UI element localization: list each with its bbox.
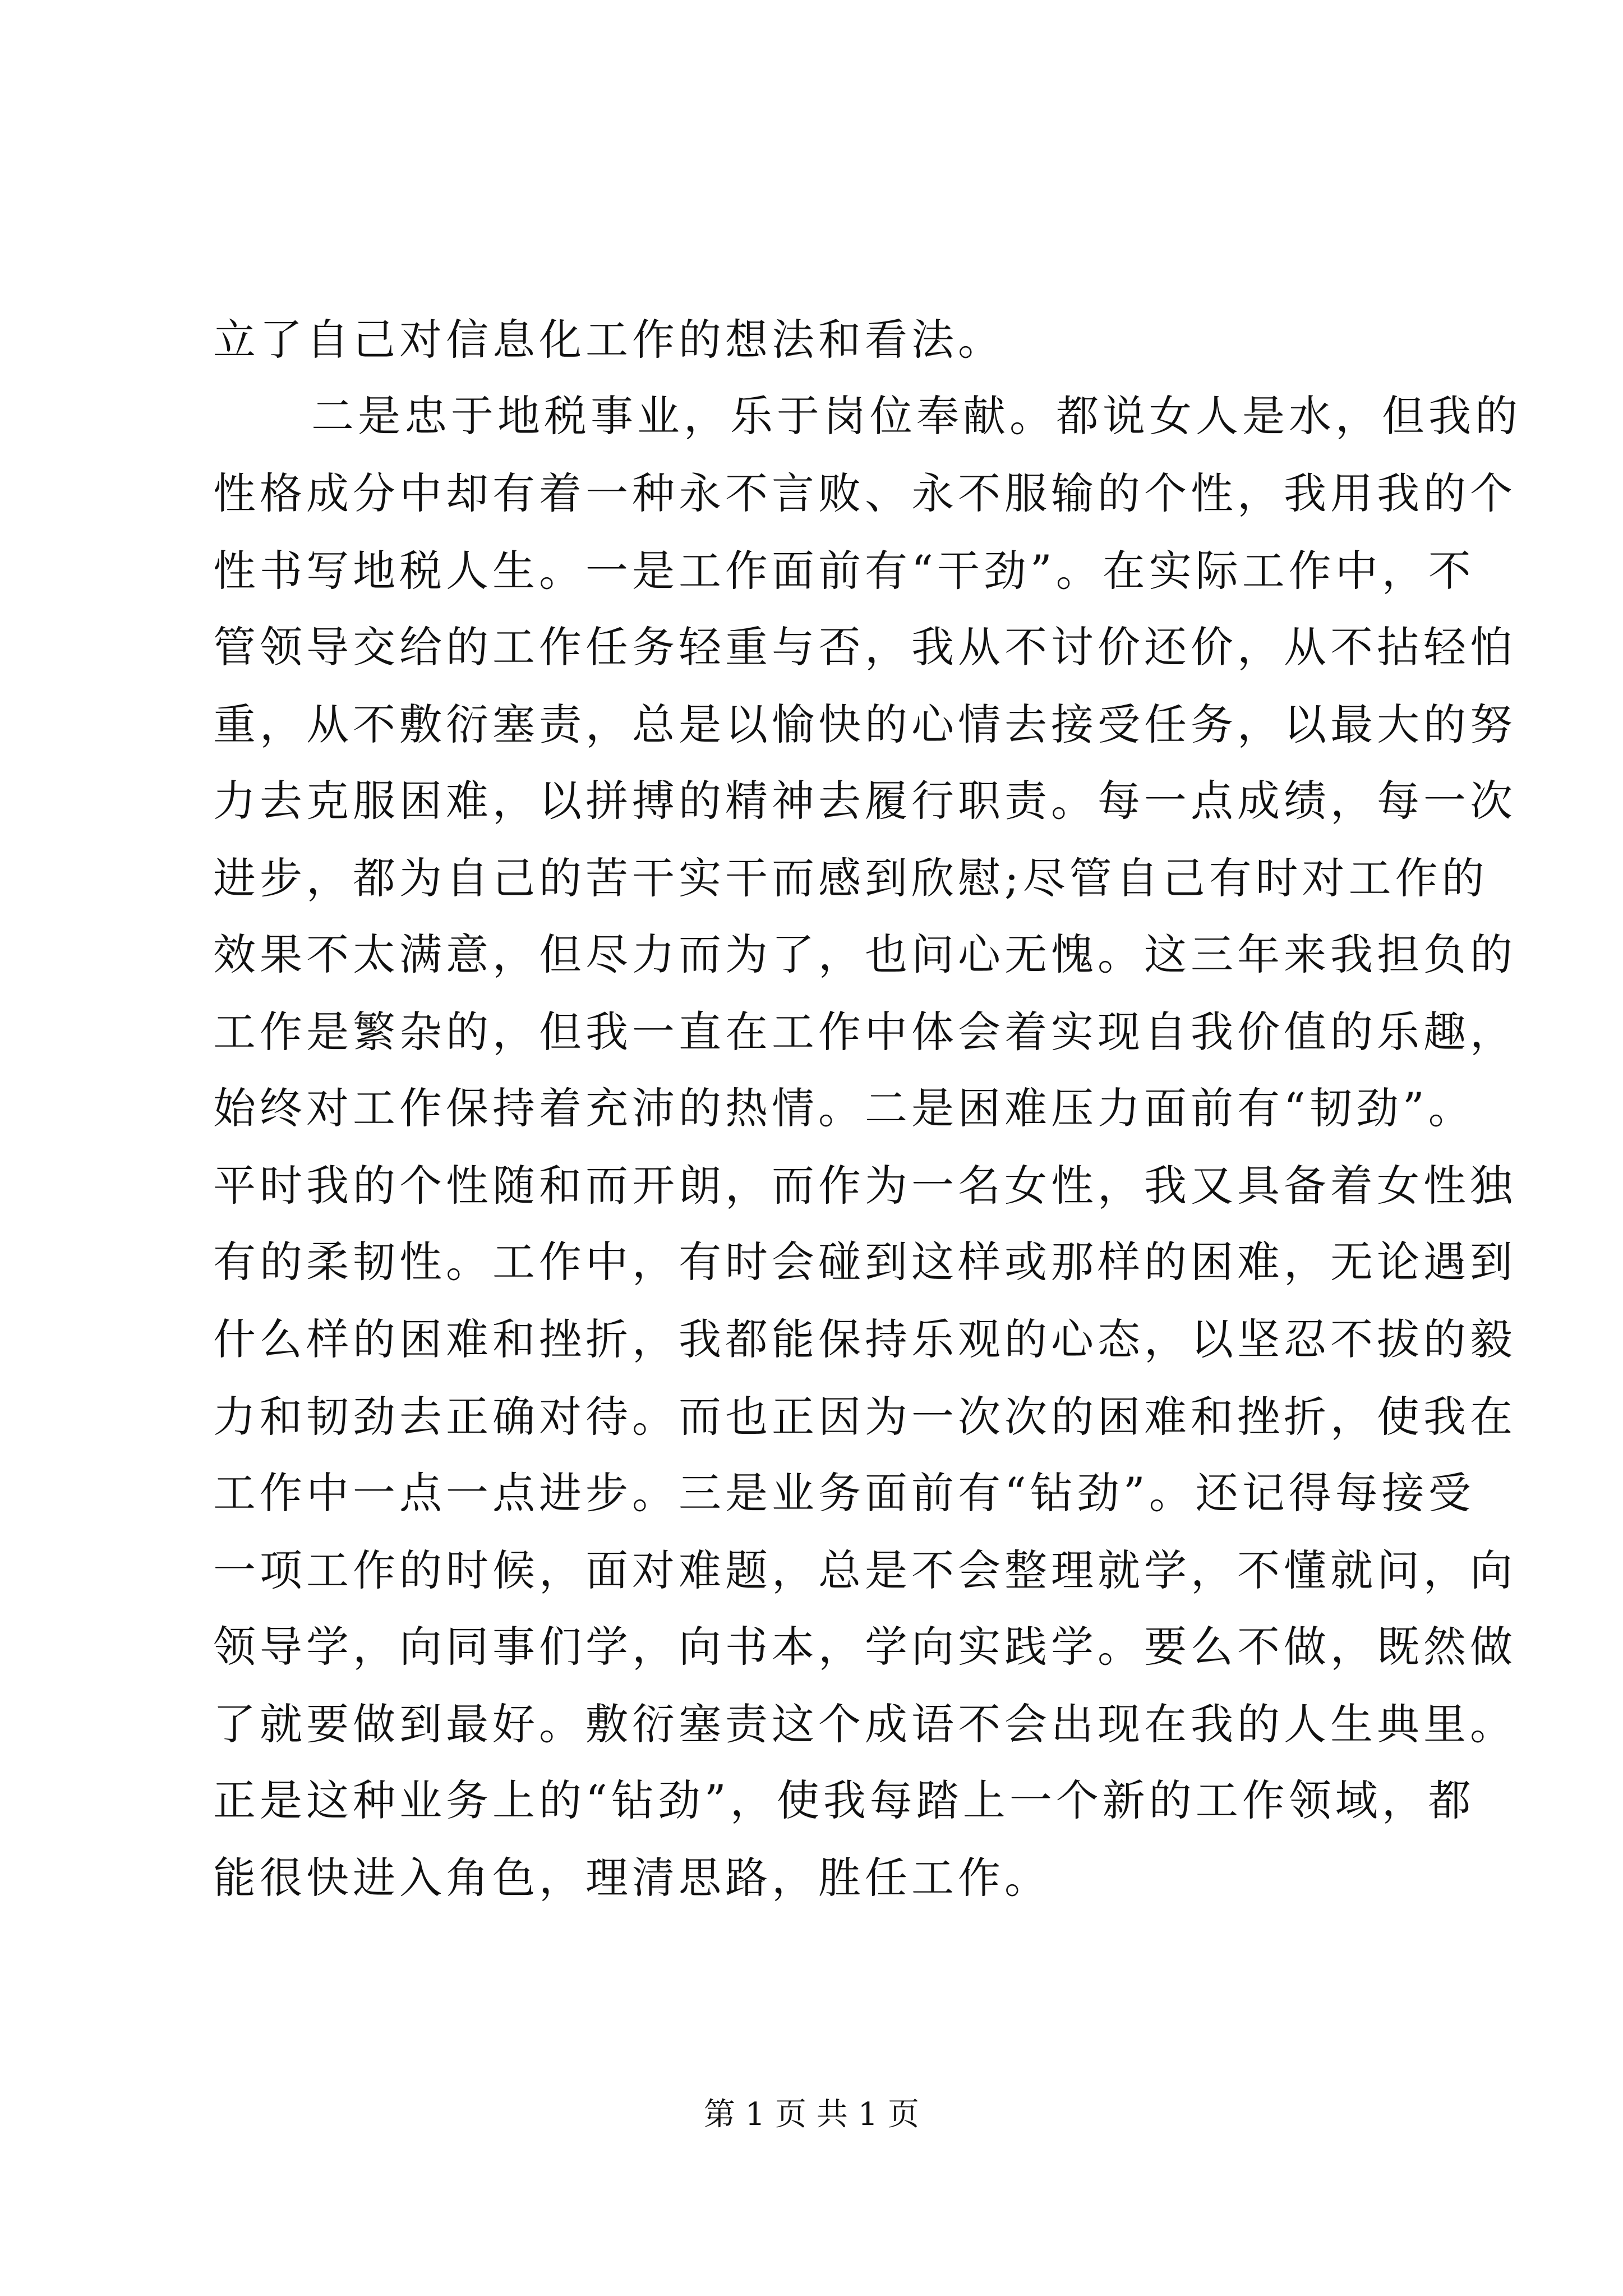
text-line: 了就要做到最好。敷衍塞责这个成语不会出现在我的人生典里。 bbox=[213, 1699, 1516, 1749]
text-line: 二是忠于地税事业，乐于岗位奉献。都说女人是水，但我的 bbox=[311, 391, 1521, 441]
text-line: 始终对工作保持着充沛的热情。二是困难压力面前有“韧劲”。 bbox=[213, 1083, 1475, 1133]
text-line: 性书写地税人生。一是工作面前有“干劲”。在实际工作中，不 bbox=[213, 546, 1475, 596]
text-line: 管领导交给的工作任务轻重与否，我从不讨价还价，从不拈轻怕 bbox=[213, 622, 1516, 672]
page-footer: 第 1 页 共 1 页 bbox=[703, 2096, 920, 2133]
text-line: 能很快进入角色，理清思路，胜任工作。 bbox=[213, 1853, 1051, 1903]
text-line: 力和韧劲去正确对待。而也正因为一次次的困难和挫折，使我在 bbox=[213, 1392, 1516, 1442]
text-line: 力去克服困难，以拼搏的精神去履行职责。每一点成绩，每一次 bbox=[213, 776, 1516, 826]
text-line: 平时我的个性随和而开朗，而作为一名女性，我又具备着女性独 bbox=[213, 1161, 1516, 1211]
text-line: 领导学，向同事们学，向书本，学向实践学。要么不做，既然做 bbox=[213, 1622, 1516, 1672]
text-line: 工作是繁杂的，但我一直在工作中体会着实现自我价值的乐趣， bbox=[213, 1007, 1516, 1057]
text-line: 重，从不敷衍塞责，总是以愉快的心情去接受任务，以最大的努 bbox=[213, 700, 1516, 749]
text-line: 进步，都为自己的苦干实干而感到欣慰;尽管自己有时对工作的 bbox=[213, 853, 1488, 903]
text-line: 工作中一点一点进步。三是业务面前有“钻劲”。还记得每接受 bbox=[213, 1468, 1475, 1518]
text-line: 正是这种业务上的“钻劲”，使我每踏上一个新的工作领域，都 bbox=[213, 1775, 1475, 1825]
text-line: 效果不太满意，但尽力而为了，也问心无愧。这三年来我担负的 bbox=[213, 930, 1516, 979]
text-line: 性格成分中却有着一种永不言败、永不服输的个性，我用我的个 bbox=[213, 468, 1516, 518]
text-line: 有的柔韧性。工作中，有时会碰到这样或那样的困难，无论遇到 bbox=[213, 1237, 1516, 1287]
text-line: 一项工作的时候，面对难题，总是不会整理就学，不懂就问，向 bbox=[213, 1545, 1516, 1595]
text-line: 什么样的困难和挫折，我都能保持乐观的心态，以坚忍不拔的毅 bbox=[213, 1314, 1516, 1364]
text-line: 立了自己对信息化工作的想法和看法。 bbox=[213, 315, 1004, 365]
